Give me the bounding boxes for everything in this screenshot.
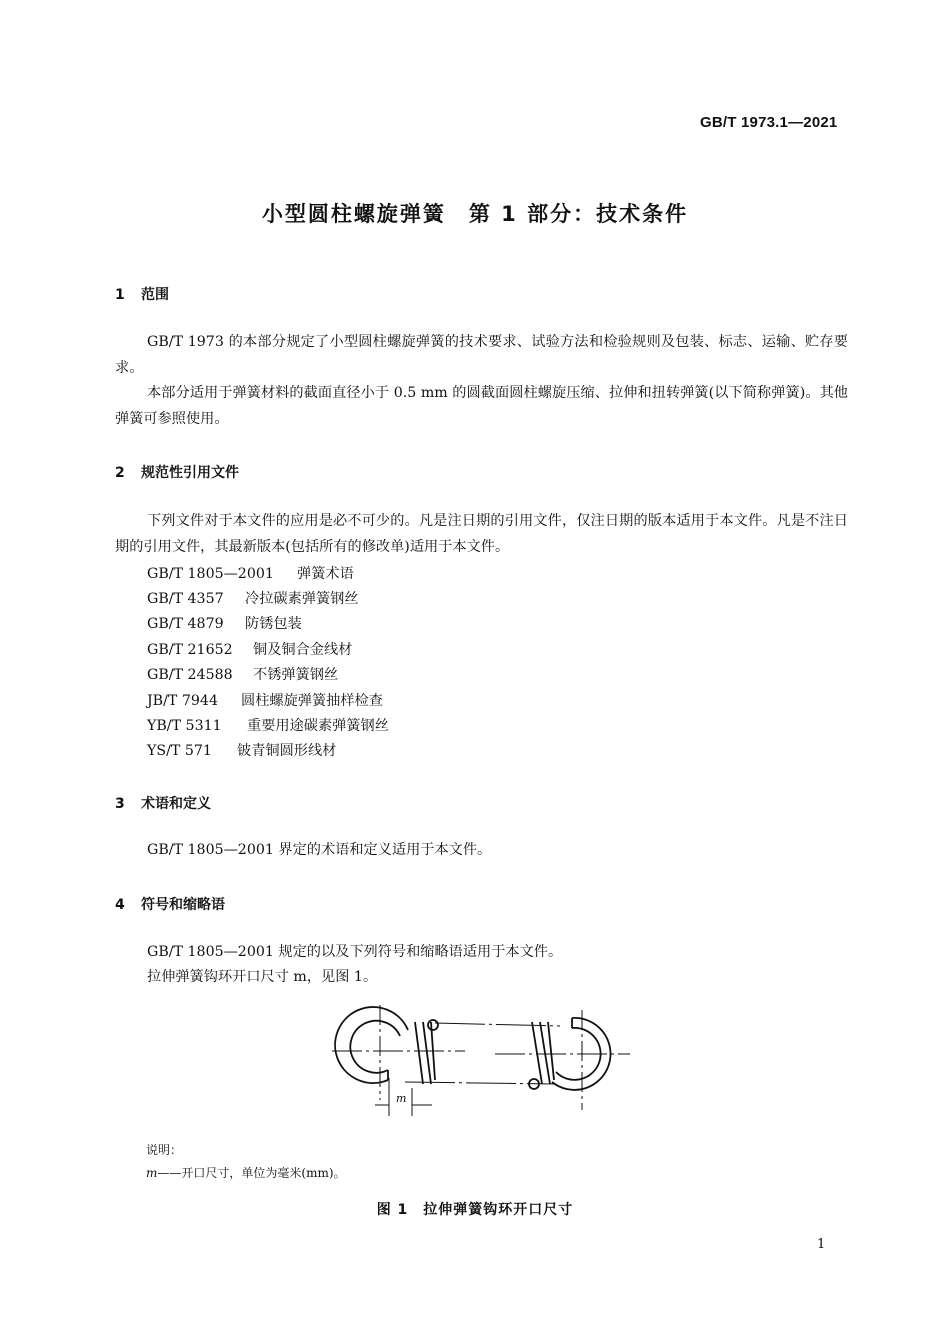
reference-title: 防锈包装: [245, 616, 302, 632]
reference-item: [147, 639, 352, 659]
reference-code: GB/T 4357: [147, 591, 224, 607]
page-title: 小型圆柱螺旋弹簧 第 1 部分：技术条件: [261, 202, 689, 226]
reference-code: YS/T 571: [147, 743, 212, 759]
paragraph: GB/T 1805—2001 规定的以及下列符号和缩略语适用于本文件。: [147, 944, 563, 960]
reference-code: GB/T 4879: [147, 616, 224, 632]
centerlines: [332, 1005, 630, 1116]
legend-text: ——开口尺寸，单位为毫米(mm)。: [157, 1166, 346, 1180]
reference-item: [147, 664, 338, 684]
figure-caption: 图 1 拉伸弹簧钩环开口尺寸: [376, 1202, 574, 1218]
reference-title: 圆柱螺旋弹簧抽样检查: [241, 693, 383, 709]
section-title: 术语和定义: [141, 796, 211, 812]
reference-title: 铍青铜圆形线材: [237, 743, 337, 759]
right-coils: [532, 1022, 554, 1084]
section-title: 规范性引用文件: [141, 465, 239, 481]
section-heading-2: [115, 462, 239, 482]
reference-code: GB/T 1805—2001: [147, 566, 274, 582]
legend-entry: [146, 1164, 346, 1181]
legend-title: 说明：: [146, 1143, 183, 1157]
reference-item: [147, 690, 383, 710]
reference-code: YB/T 5311: [147, 718, 222, 734]
section-heading-3: [115, 793, 211, 813]
section-heading-4: [115, 894, 225, 914]
section-title: 范围: [141, 287, 169, 303]
paragraph: GB/T 1805—2001 界定的术语和定义适用于本文件。: [147, 842, 492, 858]
reference-title: 重要用途碳素弹簧钢丝: [247, 718, 389, 734]
section-number: 4: [115, 897, 125, 913]
reference-item: [147, 588, 359, 608]
spring-hook-figure: [320, 1000, 640, 1130]
reference-item: [147, 740, 336, 760]
reference-item: [147, 613, 302, 633]
paragraph: 本部分适用于弹簧材料的截面直径小于 0.5 mm 的圆截面圆柱螺旋压缩、拉伸和扭转弹簧(以下简称弹簧)。其他弹簧可参照使用。: [115, 385, 848, 427]
reference-code: JB/T 7944: [147, 693, 218, 709]
reference-title: 冷拉碳素弹簧钢丝: [245, 591, 359, 607]
left-coils: [415, 1022, 435, 1084]
reference-title: 铜及铜合金线材: [253, 642, 353, 658]
section-number: 1: [115, 287, 125, 303]
reference-item: [147, 563, 354, 583]
standard-number: GB/T 1973.1—2021: [700, 114, 838, 131]
section-number: 2: [115, 465, 125, 481]
section-heading-1: [115, 284, 169, 304]
wire-section: [428, 1020, 438, 1030]
reference-item: [147, 715, 389, 735]
paragraph: 下列文件对于本文件的应用是必不可少的。凡是注日期的引用文件，仅注日期的版本适用于本文件。凡是不注日期的引用文件，其最新版本(包括所有的修改单)适用于本文件。: [115, 513, 848, 555]
section-number: 3: [115, 796, 125, 812]
legend-symbol: m: [146, 1166, 158, 1180]
page-number: 1: [817, 1237, 826, 1252]
reference-code: GB/T 21652: [147, 642, 233, 658]
dimension-label: m: [396, 1092, 407, 1105]
reference-code: GB/T 24588: [147, 667, 233, 683]
paragraph: GB/T 1973 的本部分规定了小型圆柱螺旋弹簧的技术要求、试验方法和检验规则及包装、标志、运输、贮存要求。: [115, 334, 848, 376]
reference-title: 弹簧术语: [297, 566, 354, 582]
paragraph: 拉伸弹簧钩环开口尺寸 m，见图 1。: [147, 969, 378, 985]
reference-title: 不锈弹簧钢丝: [253, 667, 339, 683]
section-title: 符号和缩略语: [141, 897, 225, 913]
